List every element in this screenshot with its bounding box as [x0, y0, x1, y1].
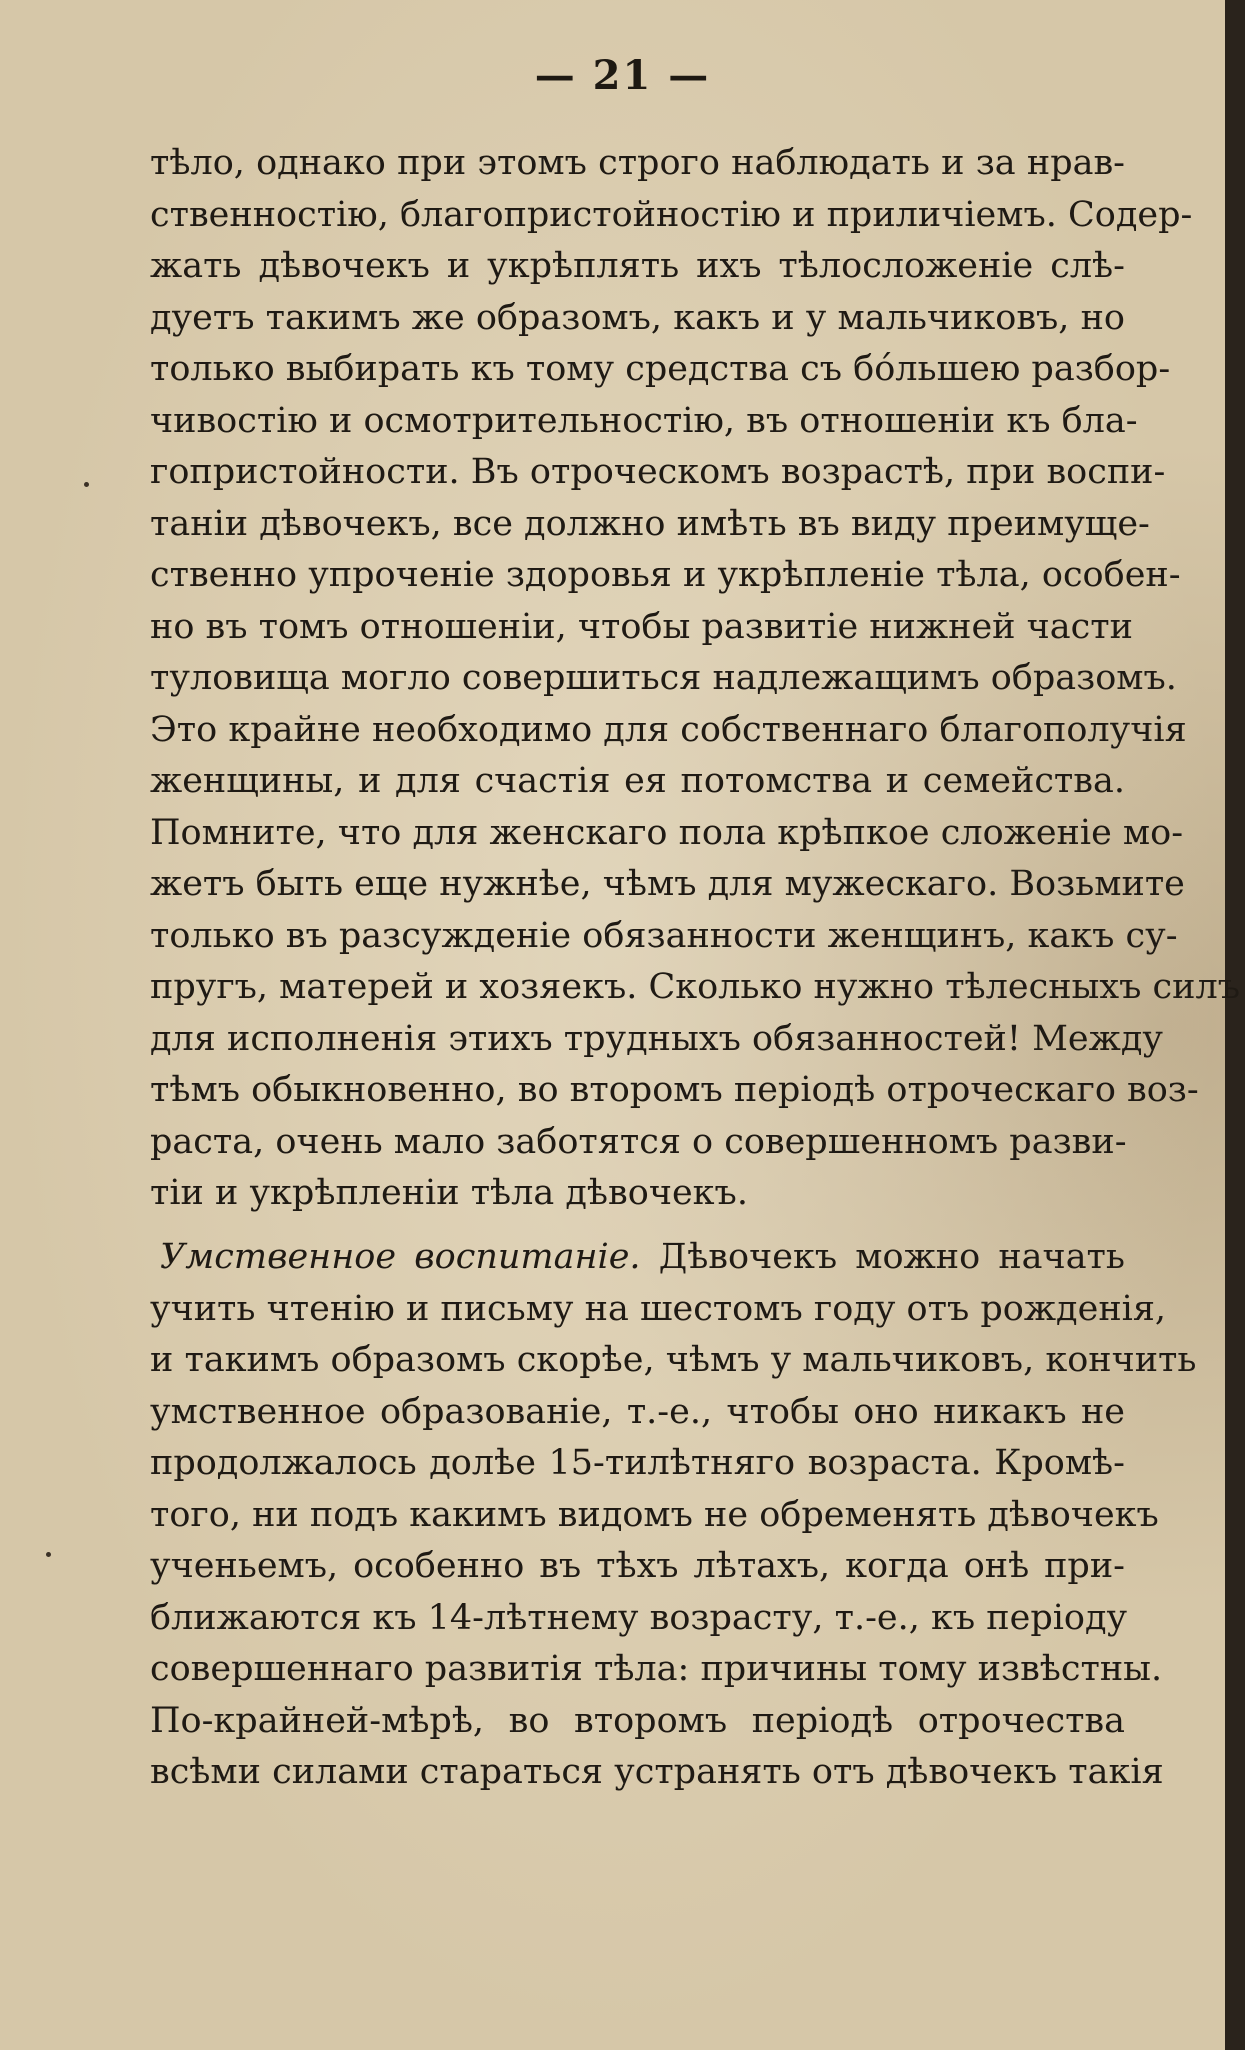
text-line: ственно упроченіе здоровья и укрѣпленіе тѣла, особен- — [150, 555, 1181, 595]
text-line — [150, 1232, 1125, 1284]
text-line: ственностію, благопристойностію и приличіемъ. Содер- — [150, 194, 1193, 235]
text-line: для исполненія этихъ трудныхъ обязанностей! Между — [150, 1018, 1163, 1059]
text-line: тѣмъ обыкновенно, во второмъ періодѣ отроческаго воз- — [150, 1070, 1199, 1110]
text-line: раста, очень мало заботятся о совершенномъ разви- — [150, 1121, 1127, 1162]
text-line: дуетъ такимъ же образомъ, какъ и у мальчиковъ, но — [150, 297, 1125, 338]
text-line: чивостію и осмотрительностію, въ отношеніи къ бла- — [150, 400, 1138, 441]
section-heading-italic: Умственное воспитаніе. — [160, 1237, 641, 1277]
text-line: Это крайне необходимо для собственнаго благополучія — [150, 709, 1187, 750]
text-line: женщины, и для счастія ея потомства и семейства. — [150, 761, 1125, 801]
text-line: гопристойности. Въ отроческомъ возрастѣ, при воспи- — [150, 452, 1166, 492]
text-line: того, ни подъ какимъ видомъ не обременять дѣвочекъ — [150, 1494, 1159, 1535]
text-line: По-крайней-мѣрѣ, во второмъ періодѣ отрочества — [150, 1700, 1125, 1741]
text-line: туловища могло совершиться надлежащимъ образомъ. — [150, 658, 1177, 698]
text-line: только выбирать къ тому средства съ бо́льшею разбор- — [150, 349, 1171, 389]
paragraph-mental-education — [150, 1232, 1197, 1799]
text-line: совершеннаго развитія тѣла: причины тому извѣстны. — [150, 1649, 1163, 1689]
paragraph-physical-education — [150, 138, 1240, 1220]
text-line: Помните, что для женскаго пола крѣпкое сложеніе мо- — [150, 812, 1184, 853]
page-number: — 21 — — [534, 52, 711, 99]
text-line: ученьемъ, особенно въ тѣхъ лѣтахъ, когда онѣ при- — [150, 1546, 1125, 1586]
text-line: тѣло, однако при этомъ строго наблюдать и за нрав- — [150, 143, 1125, 183]
ink-speck — [46, 1552, 51, 1557]
text-line: жетъ быть еще нужнѣе, чѣмъ для мужескаго. Возьмите — [150, 864, 1185, 904]
text-line: всѣми силами стараться устранять отъ дѣвочекъ такія — [150, 1752, 1164, 1792]
text-line: но въ томъ отношеніи, чтобы развитіе нижней части — [150, 606, 1133, 647]
text-line: умственное образованіе, т.-е., чтобы оно никакъ не — [150, 1391, 1125, 1432]
text-line: жать дѣвочекъ и укрѣплять ихъ тѣлосложеніе слѣ- — [150, 246, 1125, 286]
text-line: ближаются къ 14-лѣтнему возрасту, т.-е., къ періоду — [150, 1597, 1128, 1638]
text-line: и такимъ образомъ скорѣе, чѣмъ у мальчиковъ, кончить — [150, 1340, 1197, 1380]
text-fragment: Дѣвочекъ можно начать — [658, 1237, 1125, 1277]
text-line: продолжалось долѣе 15-тилѣтняго возраста. Кромѣ- — [150, 1443, 1125, 1483]
text-line: учить чтенію и письму на шестомъ году отъ рожденія, — [150, 1288, 1167, 1329]
text-line: только въ разсужденіе обязанности женщинъ, какъ су- — [150, 915, 1178, 956]
ink-speck — [84, 482, 89, 487]
text-line: пругъ, матерей и хозяекъ. Сколько нужно тѣлесныхъ силъ — [150, 967, 1240, 1007]
text-line: таніи дѣвочекъ, все должно имѣть въ виду преимуще- — [150, 503, 1150, 544]
text-line: тіи и укрѣпленіи тѣла дѣвочекъ. — [150, 1173, 748, 1213]
